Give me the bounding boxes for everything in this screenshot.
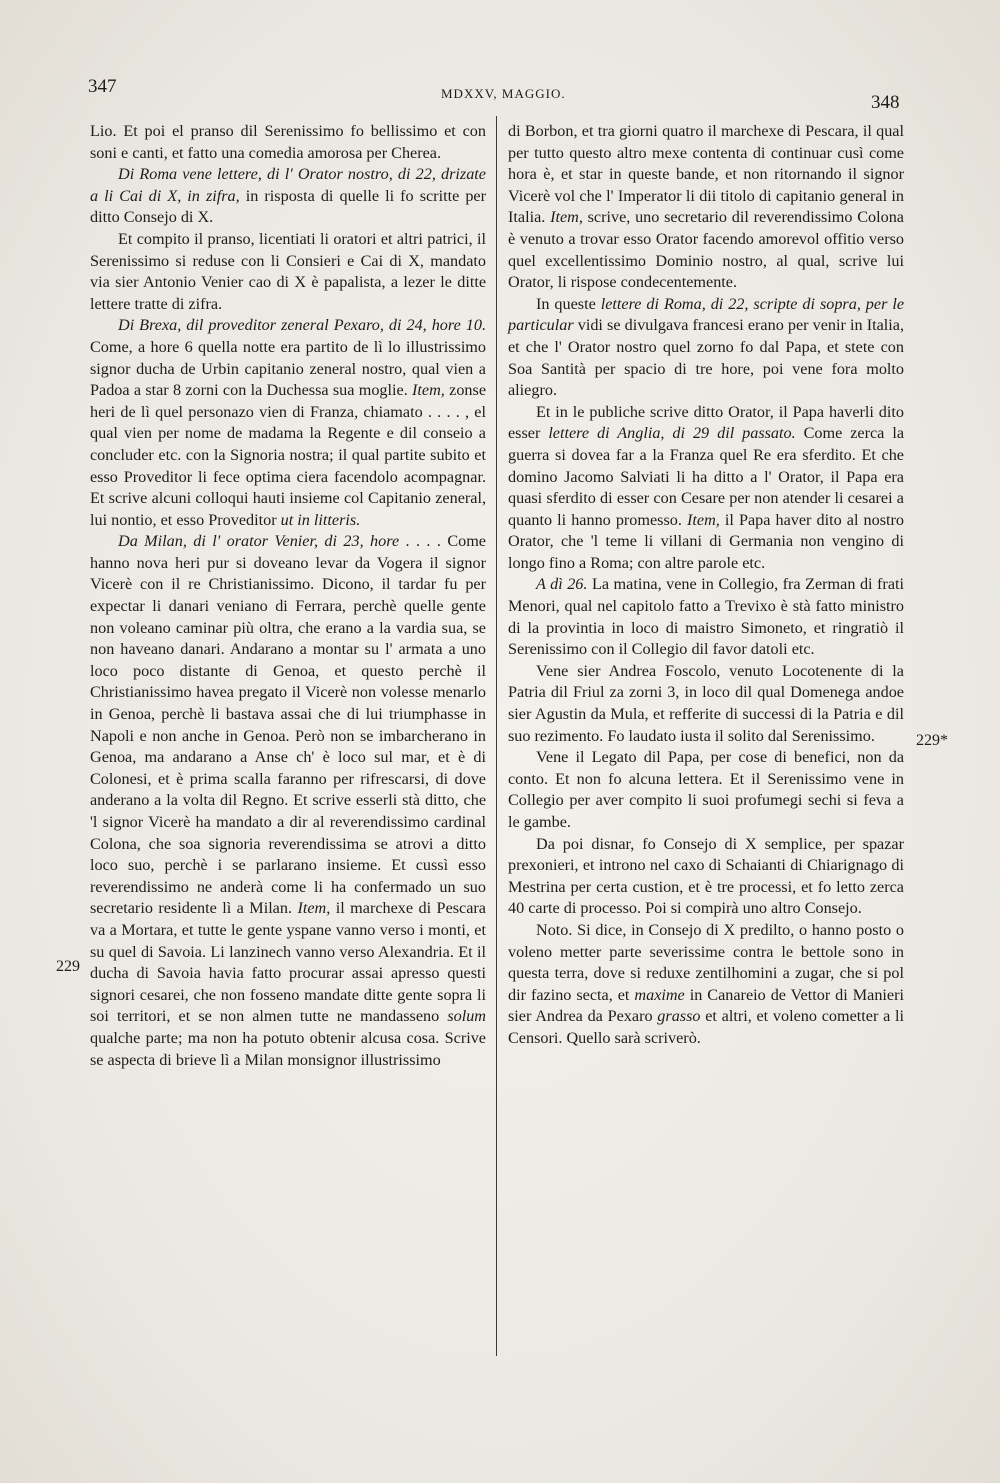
text-run: Et compito il pranso, licentiati li oratori et altri patrici, il Serenissimo si reduse con li Consieri e Cai di X, mandato via sier Antonio Venier cao di X è papalista, a lezer le ditte lettere tratte di zifra. [90, 229, 486, 313]
text-run: Come, a hore 6 quella notte era partito de lì lo illustrissimo signor ducha de Urbin capitanio zeneral nostro, qual vien a Padoa a star 8 zorni con la Duchessa sua moglie. [90, 337, 486, 400]
text-run: scrive, uno secretario dil reverendissimo Colona è venuto a trovar esso Orator facendo amorevol offitio verso quel excellentissimo Dominio nostro, al qual, scrive lui Orator, li rispose condecentemente. [508, 208, 904, 292]
text-run: et altri, et voleno cometter a li Censori. Quello sarà scriverò. [508, 1007, 904, 1047]
paragraph [508, 747, 904, 833]
italic-text: grasso [657, 1007, 701, 1026]
paragraph [508, 402, 904, 575]
paragraph [90, 315, 486, 531]
text-run: Et in le publiche scrive ditto Orator, il Papa haverli dito esser [508, 402, 904, 443]
italic-text: lettere di Roma, di 22, scripte di sopra, per le particular [508, 294, 905, 335]
paragraph [90, 164, 486, 229]
italic-text: Di Roma vene lettere, di l' Orator nostro, di 22, drizate a li Cai di X, in zifra, [90, 165, 486, 205]
text-run: in risposta di quelle li fo scritte per ditto Consejo di X. [90, 186, 486, 227]
text-run: qualche parte; ma non ha potuto obtenir alcusa cosa. Scrive se aspecta di brieve lì a Milan monsignor illustrissimo [90, 1028, 486, 1069]
text-run: di Borbon, et tra giorni quatro il marchexe di Pescara, il qual per tutto questo altro mexe contenta di continuar cusì come hora è, et star in queste bande, et non ritornando il signor Vicerè vol che l' Imperator li dii titolo di capitanio general in Italia. [508, 122, 904, 227]
italic-text: Item, [297, 899, 331, 918]
paragraph [90, 121, 486, 164]
text-run: Vene sier Andrea Foscolo, venuto Locotenente di la Patria dil Friul za zorni 3, in loco dil qual Domenega andoe sier Agustin da Mula, et refferite di successi di la Patria e dil suo rezimento. Fo laudato iusta il solito dal Serenissimo. [508, 661, 904, 745]
text-run: Vene il Legato dil Papa, per cose di benefici, non da conto. Et non fo alcuna lettera. Et il Serenissimo vene in Collegio per aver compito li suoi profumegi sechi si feva a le gambe. [508, 748, 904, 831]
right-column [508, 121, 904, 1050]
margin-note-left: 229 [56, 958, 80, 975]
text-run: Da poi disnar, fo Consejo di X semplice, per spazar prexonieri, et introno nel caxo di Schaianti di Chiarignago di Mestrina per certa custion, et è tre processi, et fo letto zerca 40 carte di processo. Poi si compirà uno altro Consejo. [508, 834, 904, 918]
text-run: Come zerca la guerra si dovea far a la Franza quel Re era sferdito. Et che domino Jacomo Salviati li ha ditto a l' Orator, il Papa era quasi sferdito di esser con Cesare per non atender li cesarei a quanto li hanno promesso. [508, 424, 905, 529]
running-title: MDXXV, MAGGIO. [441, 86, 566, 101]
italic-text: Da Milan, di l' orator Venier, di 23, hore [118, 532, 400, 551]
text-run: Lio. Et poi el pranso dil Serenissimo fo bellissimo et con soni e canti, et fatto una comedia amorosa per Cherea. [90, 122, 486, 162]
italic-text: Di Brexa, dil proveditor zeneral Pexaro, di 24, hore 10. [118, 316, 486, 335]
paragraph [508, 574, 904, 660]
text-run: vidi se divulgava francesi erano per venir in Italia, et che l' Orator nostro quel zorno fo dal Papa, et stete con Soa Santità per spacio di tre hore, poi vene fora molto aliegro. [508, 316, 904, 400]
paragraph [508, 294, 904, 402]
page-number-left: 347 [88, 76, 117, 97]
italic-text: solum [447, 1007, 486, 1026]
paragraph [508, 121, 904, 294]
margin-note-right: 229* [916, 732, 948, 749]
page-header [0, 76, 1000, 112]
italic-text: ut in litteris. [280, 510, 361, 529]
text-run: . . . . Come hanno nova heri pur si doveano levar da Vogera il signor Vicerè con il re Christianissimo. Dicono, il tardar fu per expectar li danari veniano di Ferrara, perchè quelle gente non voleano caminar più oltra, che erano a la vardia sua, se non haveano danari. Andarano a montar su l' armata a uno loco poco distante di Genoa, et questo perchè il Christianissimo havea pregato il Vicerè non volesse menarlo in Genoa, perchè li bastava assai che di lui triumphasse in Napoli e non anche in Genoa. Però non se imbarcherano in Genoa, ma andarano a Anse ch' è loco sul mar, et è di Colonesi, et è prima scalla faranno per rifrescarsi, di dove anderano a la volta dil Regno. Et scrive esserli stà ditto, che 'l signor Vicerè ha mandato a dir al reverendissimo cardinal Colona, che soa signoria reverendissima se atrovi a ditto loco suo, perchè i se parlarano insieme. Et cussì esso reverendissimo ne anderà come li ha confermado un suo secretario residente lì a Milan. [90, 532, 486, 918]
text-run: La matina, vene in Collegio, fra Zerman di frati Menori, qual nel capitolo fatto a Trevixo è stà fatto ministro di la provintia in loco di maistro Simoneto, et ringratiò il Serenissimo con il Collegio dil favor datoli etc. [508, 575, 904, 659]
italic-text: maxime [634, 985, 685, 1004]
text-run: In queste [536, 294, 601, 313]
paragraph [508, 920, 904, 1050]
text-run: in Canareio de Vettor di Manieri sier Andrea da Pexaro [508, 985, 904, 1026]
paragraph [508, 834, 904, 920]
paragraph [90, 531, 486, 1071]
italic-text: Item, [550, 208, 583, 227]
paragraph [90, 229, 486, 315]
column-divider [496, 116, 497, 1356]
page-number-right: 348 [871, 92, 900, 113]
text-run: il marchexe di Pescara va a Mortara, et tutte le gente yspane vanno verso i monti, et su quel di Savoia. Li lanzinech vanno verso Alexandria. Et il ducha di Savoia havia fatto procurar assai apresso questi signori cesarei, che non fosseno mandate ditte gente sopra li soi territori, et se non almen tutte ne mandasseno [90, 899, 486, 1026]
text-run: Noto. Si dice, in Consejo di X predilto, o hanno posto o voleno metter parte severissime contra le bettole sono in questa terra, dove si reduxe zentilhomini a zugar, che si pol dir fazino secta, et [508, 920, 904, 1004]
text-run: zonse heri de lì quel personazo vien di Franza, chiamato . . . . , el qual vien per nome de madama la Regente e dil conseio a concluder etc. con la Signoria nostra; il qual partite subito et esso Proveditor li fece optima ciera facendolo acompagnar. Et scrive alcuni colloqui hauti insieme col Capitanio zeneral, lui nontio, et esso Proveditor [90, 381, 487, 529]
italic-text: Item, [687, 510, 720, 529]
paragraph [508, 661, 904, 747]
text-run: il Papa haver dito al nostro Orator, che 'l teme li villani di Germania non vengino di longo fino a Roma; con altre parole etc. [508, 510, 904, 572]
italic-text: Item, [412, 381, 445, 400]
italic-text: lettere di Anglia, di 29 dil passato. [548, 424, 796, 443]
italic-text: A dì 26. [536, 575, 588, 594]
left-column [90, 121, 486, 1071]
